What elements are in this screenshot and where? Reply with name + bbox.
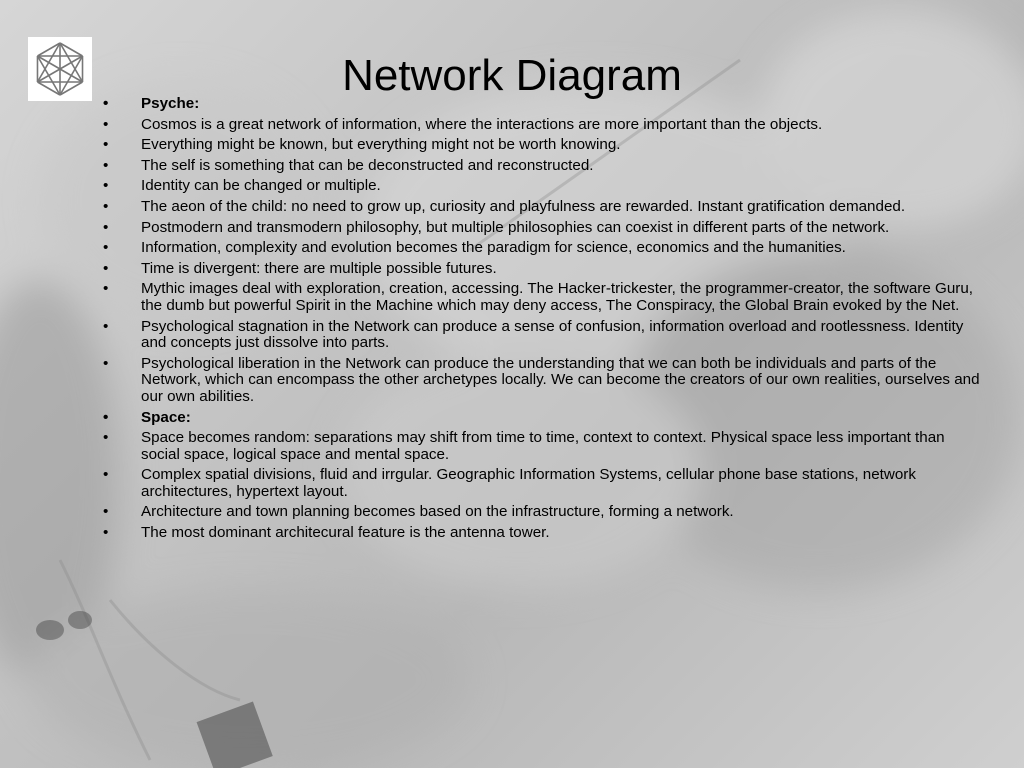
list-item <box>100 178 980 195</box>
list-item-text: Everything might be known, but everything might not be worth knowing. <box>141 136 621 154</box>
slide-title: Network Diagram <box>342 51 682 100</box>
list-item <box>100 319 980 352</box>
list-item-text: Psychological liberation in the Network can produce the understanding that we can both be individuals and parts of the Network, which can encompass the other archetypes locally. We can become the creators of our own realities, ourselves and our own abilities. <box>141 354 980 405</box>
bullet-marker: • <box>103 177 109 195</box>
list-item <box>100 117 980 134</box>
list-item <box>100 467 980 500</box>
bullet-marker: • <box>103 524 109 542</box>
bullet-marker: • <box>103 156 109 174</box>
list-item-text: Postmodern and transmodern philosophy, but multiple philosophies can coexist in different parts of the network. <box>141 218 890 236</box>
list-item <box>100 137 980 154</box>
list-item <box>100 504 980 521</box>
section-heading <box>100 96 980 113</box>
list-item-text: Space becomes random: separations may shift from time to time, context to context. Physical space less important than social space, logical space and mental space. <box>141 429 945 463</box>
list-item <box>100 356 980 406</box>
list-item <box>100 220 980 237</box>
list-item <box>100 158 980 175</box>
bullet-marker: • <box>103 503 109 521</box>
list-item-text: Cosmos is a great network of information, where the interactions are more important than the objects. <box>141 115 823 133</box>
bullet-marker: • <box>103 239 109 257</box>
list-item-text: Space: <box>141 408 191 426</box>
list-item-text: Psychological stagnation in the Network can produce a sense of confusion, information overload and rootlessness. Identity and concepts just dissolve into parts. <box>141 317 964 352</box>
bullet-list <box>100 96 980 542</box>
list-item-text: Architecture and town planning becomes based on the infrastructure, forming a network. <box>141 503 734 521</box>
bullet-marker: • <box>103 259 109 277</box>
section-heading <box>100 410 980 427</box>
bullet-marker: • <box>103 317 109 335</box>
bullet-marker: • <box>103 466 109 484</box>
list-item <box>100 199 980 216</box>
bullet-marker: • <box>103 218 109 236</box>
list-item <box>100 261 980 278</box>
list-item <box>100 281 980 314</box>
bullet-marker: • <box>103 280 109 298</box>
bullet-marker: • <box>103 115 109 133</box>
bullet-marker: • <box>103 136 109 154</box>
list-item-text: Mythic images deal with exploration, creation, accessing. The Hacker-trickester, the programmer-creator, the software Guru, the dumb but powerful Spirit in the Machine which may deny access, The Conspiracy, the Global Brain evoked by the Net. <box>141 280 974 314</box>
list-item-text: Complex spatial divisions, fluid and irrgular. Geographic Information Systems, cellular phone base stations, network architectures, hypertext layout. <box>141 466 916 500</box>
bullet-marker: • <box>103 429 109 447</box>
bullet-marker: • <box>103 95 109 112</box>
bullet-marker: • <box>103 354 109 372</box>
list-item-text: The self is something that can be deconstructed and reconstructed. <box>141 156 594 174</box>
list-item-text: The most dominant architecural feature is the antenna tower. <box>141 524 550 542</box>
list-item-text: Identity can be changed or multiple. <box>141 177 381 195</box>
list-item <box>100 240 980 257</box>
bullet-marker: • <box>103 408 109 426</box>
list-item-text: Information, complexity and evolution becomes the paradigm for science, economics and the humanities. <box>141 239 846 257</box>
list-item <box>100 430 980 463</box>
list-item-text: Time is divergent: there are multiple possible futures. <box>141 259 497 277</box>
list-item-text: Psyche: <box>141 95 200 112</box>
list-item <box>100 525 980 542</box>
bullet-list-container <box>100 96 980 546</box>
bullet-marker: • <box>103 197 109 215</box>
list-item-text: The aeon of the child: no need to grow up, curiosity and playfulness are rewarded. Instant gratification demanded. <box>141 197 906 215</box>
